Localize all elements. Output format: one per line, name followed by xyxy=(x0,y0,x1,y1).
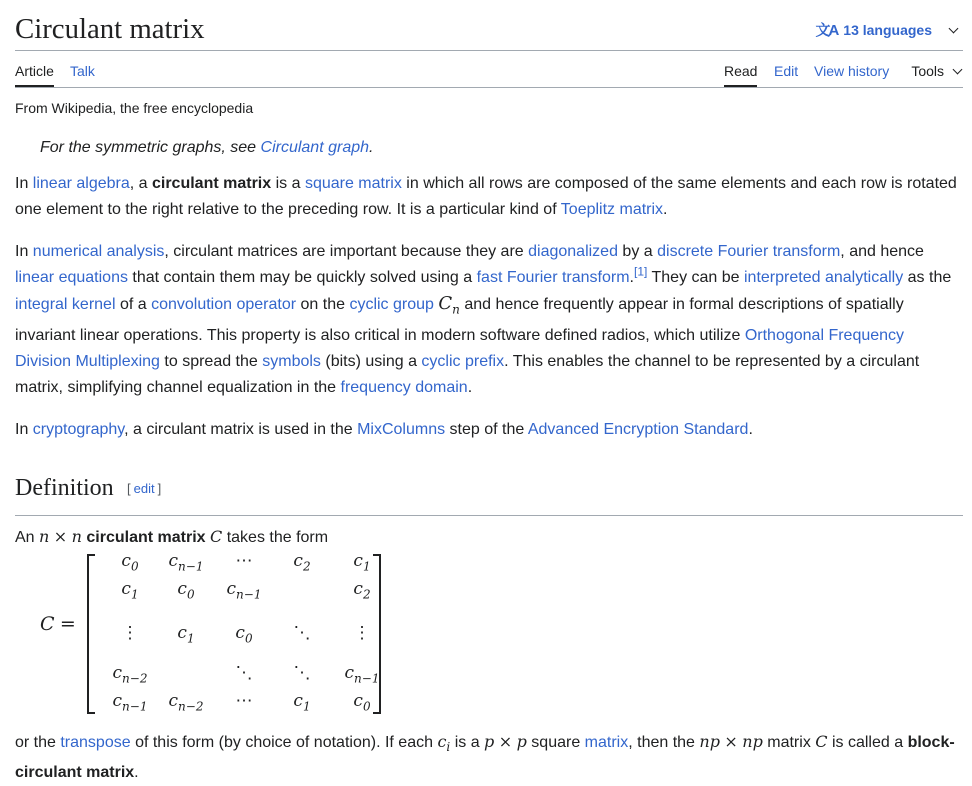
link-discrete-fourier-transform[interactable]: discrete Fourier transform xyxy=(657,243,841,260)
paragraph-definition: An n × n circulant matrix C takes the form xyxy=(15,526,329,546)
matrix-entry: ⋱ xyxy=(293,622,311,643)
matrix-entry: $c_1$ xyxy=(177,622,195,645)
math-n: n xyxy=(71,526,82,546)
paragraph-cryptography: In cryptography, a circulant matrix is used in the MixColumns step of the Advanced Encryption Standard. xyxy=(15,420,753,438)
link-cyclic-prefix[interactable]: cyclic prefix xyxy=(421,352,505,370)
matrix-bracket-left xyxy=(87,554,95,714)
matrix-lhs: C = xyxy=(40,612,76,635)
link-fast-fourier-transform[interactable]: fast Fourier transform xyxy=(476,269,630,286)
section-heading-definition xyxy=(15,473,963,516)
bold-term: circulant matrix xyxy=(86,528,206,546)
chevron-down-icon xyxy=(949,23,959,33)
bold-term: circulant matrix xyxy=(151,175,272,192)
link-mixcolumns[interactable]: MixColumns xyxy=(357,420,446,438)
tab-edit[interactable]: Edit xyxy=(774,63,799,79)
matrix-entry: ⋮ xyxy=(353,622,371,643)
link-advanced-encryption-standard[interactable]: Advanced Encryption Standard xyxy=(527,420,749,438)
tab-read[interactable]: Read xyxy=(724,63,757,87)
tab-article[interactable]: Article xyxy=(15,63,54,87)
matrix-entry: ⋱ xyxy=(235,662,253,683)
circulant-matrix-formula xyxy=(40,551,963,727)
link-symbols[interactable]: symbols xyxy=(262,352,321,370)
tools-label: Tools xyxy=(911,63,944,79)
site-tagline: From Wikipedia, the free encyclopedia xyxy=(15,100,254,116)
matrix-entry: $c_{n-2}$ xyxy=(112,662,148,685)
paragraph-numerical-analysis: In numerical analysis, circulant matrices are important because they are diagonalized by a discrete Fourier transform, and hence linear equations that contain them may be quickly solved using a fast Fourier transform.[1] They can be interpreted analytically as the integral kernel of a convolution operator on the cyclic group $C_n$ and hence frequently appear in formal descriptions of spatially invariant linear operations. This property is also critical in modern software defined radios, which utilize Orthogonal Frequency Division Multiplexing to spread the symbols (bits) using a cyclic prefix. This enables the channel to be represented by a circulant matrix, simplifying channel equalization in the frequency domain. xyxy=(15,243,952,396)
tools-menu-button[interactable] xyxy=(911,63,963,80)
chevron-down-icon xyxy=(953,65,963,75)
link-matrix[interactable]: matrix xyxy=(584,733,629,751)
languages-label: 13 languages xyxy=(843,21,932,38)
link-ofdm[interactable]: Orthogonal Frequency Division Multiplexing xyxy=(15,326,905,370)
matrix-entry: $c_{n-2}$ xyxy=(168,690,204,713)
link-frequency-domain[interactable]: frequency domain xyxy=(340,378,468,396)
link-linear-equations[interactable]: linear equations xyxy=(15,269,128,286)
link-diagonalized[interactable]: diagonalized xyxy=(528,243,618,260)
matrix-entry: ⋯ xyxy=(235,690,253,711)
math-n: n xyxy=(39,526,50,546)
reference-link[interactable]: [1] xyxy=(634,264,648,279)
link-circulant-graph[interactable]: Circulant graph xyxy=(260,139,370,156)
matrix-entry: ⋱ xyxy=(293,662,311,683)
paragraph-intro: In linear algebra, a circulant matrix is a square matrix in which all rows are composed of the same elements and each row is rotated one element to the right relative to the preceding row. It is a particular kind of Toeplitz matrix. xyxy=(15,175,957,218)
matrix-entry: $c_2$ xyxy=(293,550,311,573)
hatnote-text: For the symmetric graphs, see xyxy=(40,139,261,156)
matrix-entry: $c_{n-1}$ xyxy=(112,690,148,713)
link-interpreted-analytically[interactable]: interpreted analytically xyxy=(744,269,904,286)
matrix-entry: $c_{n-1}$ xyxy=(226,578,262,601)
link-cryptography[interactable]: cryptography xyxy=(32,420,125,438)
page-header xyxy=(15,0,963,51)
link-integral-kernel[interactable]: integral kernel xyxy=(15,296,116,313)
matrix-entry: $c_{n-1}$ xyxy=(344,662,380,685)
matrix-entry: $c_2$ xyxy=(353,578,371,601)
matrix-entry: $c_0$ xyxy=(235,622,253,645)
matrix-entry: $c_1$ xyxy=(121,578,139,601)
math-c-i: $c_i$ xyxy=(437,731,451,754)
math-c-n: $C_n$ xyxy=(438,293,460,317)
link-cyclic-group[interactable]: cyclic group xyxy=(349,296,434,313)
tab-talk[interactable]: Talk xyxy=(70,63,95,79)
hatnote-text: . xyxy=(369,139,374,156)
link-numerical-analysis[interactable]: numerical analysis xyxy=(32,243,165,260)
paragraph-transpose: or the transpose of this form (by choice of notation). If each $c_i$ is a p × p square matrix, then the np × np matrix C is called a block-circulant matrix. xyxy=(15,731,955,781)
link-transpose[interactable]: transpose xyxy=(60,733,131,751)
link-convolution-operator[interactable]: convolution operator xyxy=(151,296,297,313)
page-title: Circulant matrix xyxy=(15,13,205,45)
matrix-entry: $c_{n-1}$ xyxy=(168,550,204,573)
tab-view-history[interactable]: View history xyxy=(814,63,890,79)
matrix-entry: $c_1$ xyxy=(353,550,371,573)
link-linear-algebra[interactable]: linear algebra xyxy=(32,175,130,192)
section-edit: [ edit ] xyxy=(127,480,162,496)
matrix-entry: $c_0$ xyxy=(177,578,195,601)
hatnote xyxy=(40,137,963,159)
link-square-matrix[interactable]: square matrix xyxy=(304,175,402,192)
edit-section-link[interactable]: edit xyxy=(133,480,155,496)
bold-term: block-circulant matrix xyxy=(15,733,955,781)
matrix-entry: $c_0$ xyxy=(353,690,371,713)
language-selector-button[interactable] xyxy=(815,19,963,40)
matrix-entry: $c_0$ xyxy=(121,550,139,573)
page-tabs xyxy=(15,51,963,88)
matrix-entry: ⋯ xyxy=(235,550,253,571)
translate-icon: 文A xyxy=(815,22,838,39)
link-toeplitz-matrix[interactable]: Toeplitz matrix xyxy=(560,201,664,218)
matrix-entry: $c_1$ xyxy=(293,690,311,713)
math-c: C xyxy=(210,526,223,546)
heading-text: Definition xyxy=(15,474,114,501)
matrix-entry: ⋮ xyxy=(121,622,139,643)
